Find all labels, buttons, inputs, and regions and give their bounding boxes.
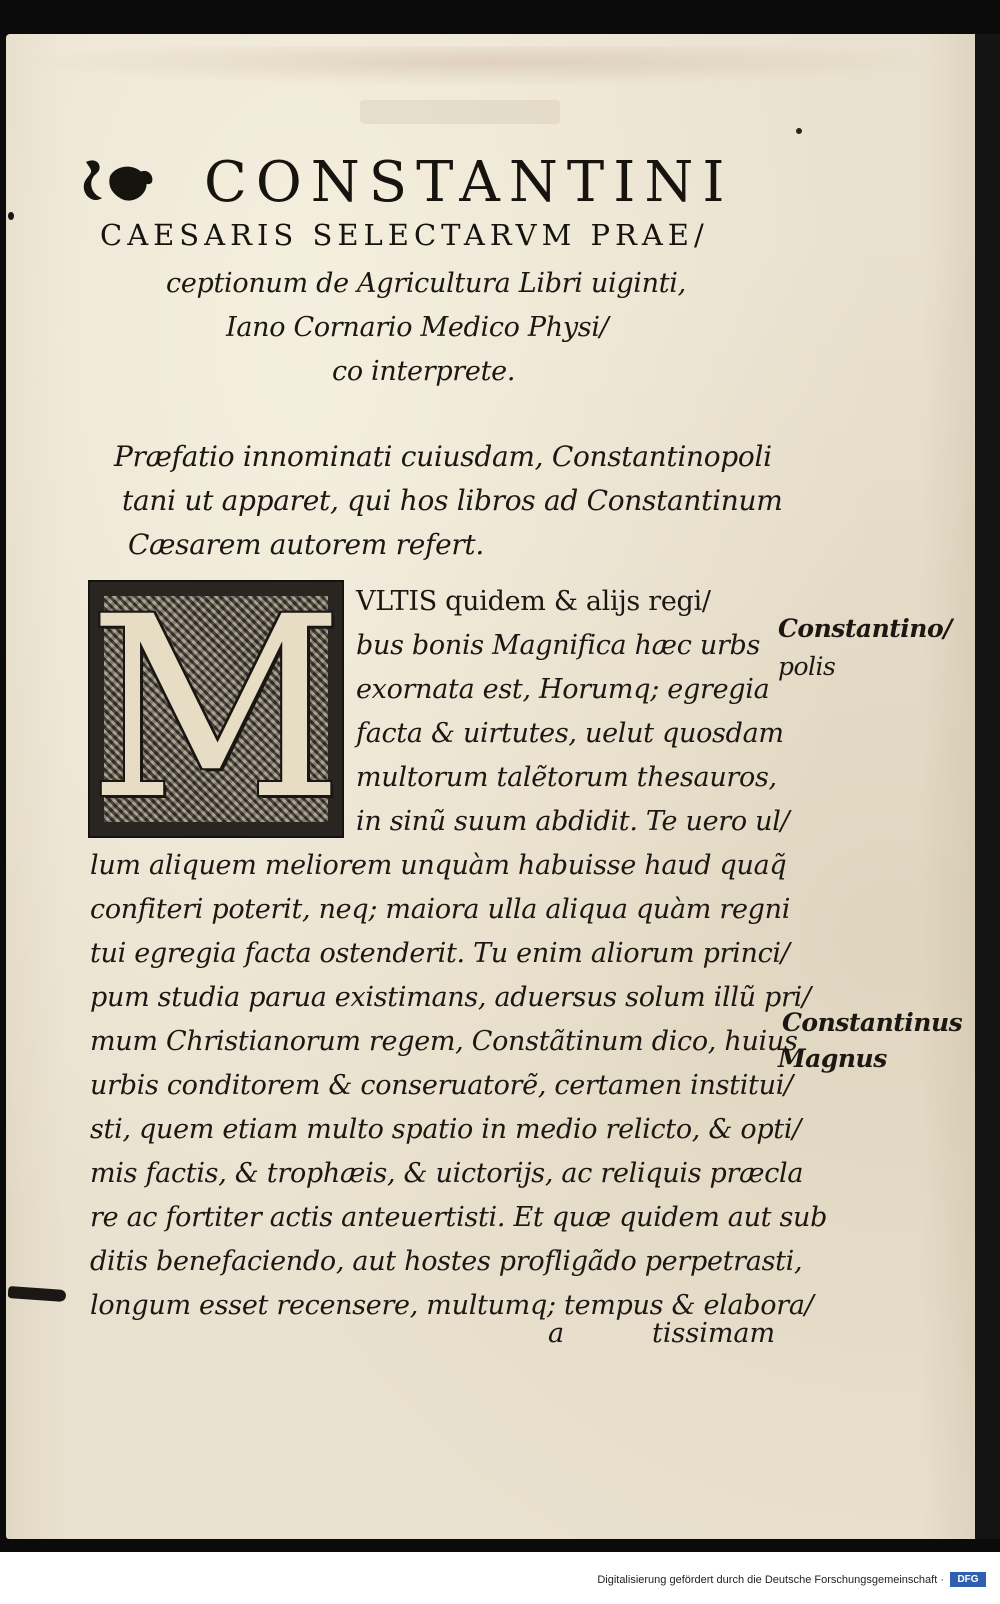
fleuron-icon [80, 154, 156, 210]
initial-letter: M [88, 563, 344, 854]
body-line: lum aliquem meliorem unquàm habuisse haud quaq̃ [90, 850, 787, 881]
body-line: confiteri poterit, neq; maiora ulla aliqua quàm regni [90, 894, 791, 925]
decorated-initial [88, 563, 344, 854]
ink-speck [8, 212, 14, 220]
title-line-5: co interprete. [332, 356, 516, 387]
page-stain [20, 46, 950, 86]
footer-bar [0, 1552, 1000, 1604]
margin-note-1-line-1: Constantino/ [778, 614, 952, 643]
body-line: re ac fortiter actis anteuertisti. Et quæ quidem aut sub [90, 1202, 828, 1233]
margin-note-2-line-2: Magnus [778, 1044, 887, 1073]
preface-line: Præfatio innominati cuiusdam, Constantinopoli [114, 440, 772, 473]
catchword: tissimam [652, 1318, 776, 1349]
signature-mark: a [548, 1318, 565, 1349]
page-edge-shadow [975, 34, 1000, 1539]
body-line: sti, quem etiam multo spatio in medio relicto, & opti/ [90, 1114, 801, 1145]
body-line: multorum talẽtorum thesauros, [356, 762, 777, 793]
dfg-logo: DFG [950, 1572, 986, 1587]
preface-line: tani ut apparet, qui hos libros ad Constantinum [122, 484, 783, 517]
preface-line: Cæsarem autorem refert. [128, 528, 484, 561]
body-line: mum Christianorum regem, Constãtinum dico, huius [90, 1026, 798, 1057]
body-line: longum esset recensere, multumq; tempus & elabora/ [90, 1290, 814, 1321]
ink-speck [796, 128, 802, 134]
body-line: mis factis, & trophæis, & uictorijs, ac reliquis præcla [90, 1158, 804, 1189]
body-line: bus bonis Magnifica hæc urbs [356, 630, 761, 661]
body-line: urbis conditorem & conseruatorẽ, certamen institui/ [90, 1070, 793, 1101]
title-main: CONSTANTINI [204, 150, 734, 215]
body-line: tui egregia facta ostenderit. Tu enim aliorum princi/ [90, 938, 790, 969]
body-line: VLTIS quidem & alijs regi/ [356, 586, 711, 617]
footer-credit: Digitalisierung gefördert durch die Deutsche Forschungsgemeinschaft · [597, 1574, 944, 1586]
title-line-4: Iano Cornario Medico Physi/ [226, 312, 609, 343]
title-line-3: ceptionum de Agricultura Libri uiginti, [166, 268, 686, 299]
body-line: exornata est, Horumq; egregia [356, 674, 770, 705]
margin-note-1-line-2: polis [778, 652, 836, 681]
body-line: pum studia parua existimans, aduersus solum illũ pri/ [90, 982, 811, 1013]
body-line: in sinũ suum abdidit. Te uero ul/ [356, 806, 790, 837]
show-through-text [360, 100, 560, 124]
title-line-1 [80, 150, 770, 220]
body-line: facta & uirtutes, uelut quosdam [356, 718, 784, 749]
title-line-2: CAESARIS SELECTARVM PRAE/ [100, 218, 709, 252]
margin-note-2-line-1: Constantinus [782, 1008, 963, 1037]
body-line: ditis benefaciendo, aut hostes profligãdo perpetrasti, [90, 1246, 803, 1277]
